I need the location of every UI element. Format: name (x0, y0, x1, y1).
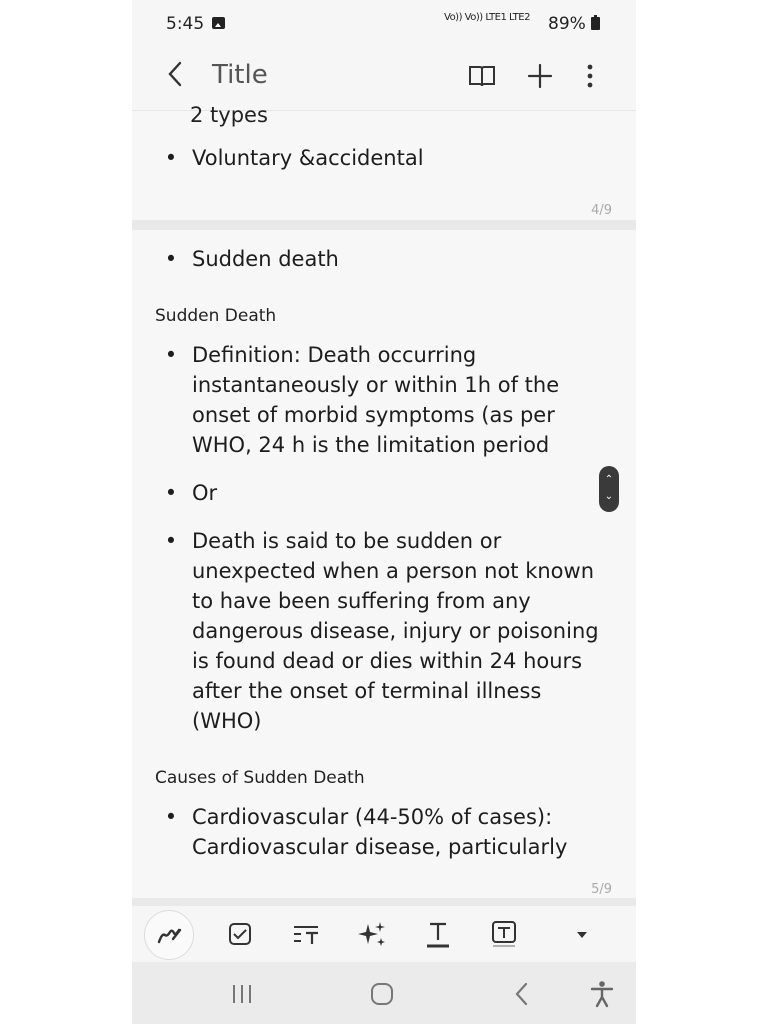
status-time: 5:45 (166, 14, 205, 34)
bullet: • (164, 805, 178, 829)
book-icon[interactable] (466, 60, 498, 92)
page-divider (132, 220, 636, 230)
more-vert-icon[interactable] (578, 60, 610, 92)
note-title[interactable]: Title (212, 60, 268, 90)
partial-text: 2 types (190, 103, 268, 127)
app-bar (132, 48, 636, 108)
chevron-left-icon[interactable] (162, 60, 190, 88)
home-icon[interactable] (366, 978, 398, 1010)
chevron-down-icon: ⌄ (604, 491, 614, 502)
section-heading: Sudden Death (155, 306, 277, 326)
list-item-text: Sudden death (192, 247, 339, 271)
pen-icon[interactable] (144, 910, 194, 960)
sparkle-icon[interactable] (354, 916, 390, 952)
editing-toolbar (132, 906, 636, 962)
battery-percentage: 89% (548, 14, 586, 34)
list-item-text: Voluntary &accidental (192, 146, 424, 170)
chevron-up-icon: ⌃ (604, 474, 614, 485)
status-bar (132, 0, 636, 48)
text-underline-icon[interactable] (420, 916, 456, 952)
checkbox-icon[interactable] (222, 916, 258, 952)
bullet: • (164, 343, 178, 367)
bullet: • (164, 146, 178, 170)
note-page-5[interactable] (132, 230, 636, 898)
section-heading: Causes of Sudden Death (155, 768, 365, 788)
page-number: 5/9 (591, 882, 612, 897)
causes-text: Cardiovascular (44-50% of cases): Cardiovascular disease, particularly (192, 805, 568, 859)
text-box-icon[interactable] (486, 916, 522, 952)
bullet: • (164, 247, 178, 271)
fast-scroll-handle[interactable] (599, 466, 619, 512)
system-navigation-bar (132, 962, 636, 1024)
caret-down-icon[interactable] (564, 916, 600, 952)
nav-back-icon[interactable] (506, 978, 538, 1010)
recents-icon[interactable] (226, 978, 258, 1010)
page-divider (132, 898, 636, 906)
death-definition-text: Death is said to be sudden or unexpected when a person not known to have been suffering from any dangerous disease, injury or poisoning is found dead or dies within 24 hours after the onset of terminal illness (WHO) (192, 529, 599, 733)
note-page-4 (132, 103, 636, 221)
bullet: • (164, 481, 178, 505)
page-number: 4/9 (591, 203, 612, 218)
phone-screen (132, 0, 636, 1024)
definition-text: Definition: Death occurring instantaneously or within 1h of the onset of morbid symptoms (as per WHO, 24 h is the limitation period (192, 343, 560, 457)
image-icon (212, 17, 225, 29)
accessibility-icon[interactable] (586, 978, 618, 1010)
text-format-icon[interactable] (288, 916, 324, 952)
plus-icon[interactable] (524, 60, 556, 92)
list-item-text: Or (192, 481, 218, 505)
network-indicator: Vo)) Vo)) LTE1 LTE2 (444, 12, 530, 23)
bullet: • (164, 529, 178, 553)
battery-icon (591, 17, 600, 30)
